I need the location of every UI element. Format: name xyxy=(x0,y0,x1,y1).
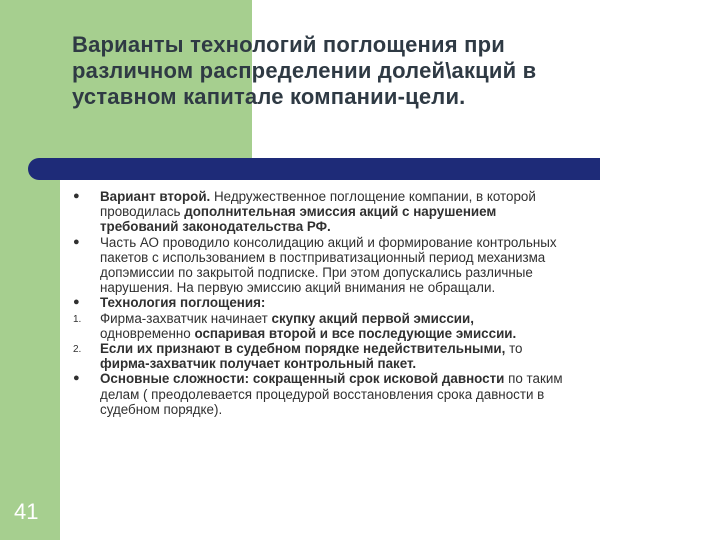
list-item-line xyxy=(100,235,660,250)
bullet-icon: ● xyxy=(73,235,80,248)
text: пакетов с использованием в постприватизационный период механизма xyxy=(100,249,546,265)
list-item-line xyxy=(100,280,660,295)
bold-text: дополнительная эмиссия акций с нарушением xyxy=(184,204,497,220)
list-item xyxy=(60,235,660,296)
list-item-line xyxy=(100,189,660,204)
slide-number: 41 xyxy=(14,499,39,524)
bold-text: фирма-захватчик получает контрольный пакет. xyxy=(100,356,417,372)
text: Фирма-захватчик начинает xyxy=(100,310,272,326)
slide-title-line: различном распределении долей\акций в xyxy=(72,58,537,83)
list-item-line xyxy=(100,341,660,356)
bullet-icon: ● xyxy=(73,190,80,202)
list-item-line xyxy=(100,402,660,417)
list-number: 1. xyxy=(73,313,82,325)
bold-text: Если их признают в судебном порядке недействительными, xyxy=(100,341,506,357)
list-item xyxy=(60,371,660,417)
text: то xyxy=(505,341,523,357)
list-item xyxy=(60,311,660,341)
bold-text: скупку акций первой эмиссии, xyxy=(271,310,474,326)
text: судебном порядке). xyxy=(100,401,223,417)
bullet-icon: ● xyxy=(73,296,80,309)
list-item-line xyxy=(100,204,660,219)
text: Недружественное поглощение компании, в которой xyxy=(210,189,536,204)
list-item-line xyxy=(100,219,660,234)
text: по таким xyxy=(504,371,563,387)
text: одновременно xyxy=(100,325,195,341)
bold-text: Вариант второй. xyxy=(100,189,211,204)
text: нарушения. На первую эмиссию акций внимания не обращали. xyxy=(100,280,496,296)
list-item-line xyxy=(100,387,660,402)
list-item-line xyxy=(100,326,660,341)
list-item xyxy=(60,295,660,310)
text: допэмиссии по закрытой подписке. При этом допускались различные xyxy=(100,265,533,281)
bold-text: требований законодательства РФ. xyxy=(100,219,331,235)
list-item-line xyxy=(100,250,660,265)
slide-title-line: уставном капитале компании-цели. xyxy=(72,84,466,109)
list-item xyxy=(60,341,660,371)
list-item-line xyxy=(100,356,660,371)
title-divider-bar xyxy=(28,158,600,180)
slide-content-list xyxy=(60,189,660,417)
slide-title xyxy=(72,32,672,110)
list-item xyxy=(60,189,660,235)
text: Часть АО проводило консолидацию акций и формирование контрольных xyxy=(100,234,557,250)
list-item-line xyxy=(100,295,660,310)
list-item-line xyxy=(100,265,660,280)
bold-text: Технология поглощения: xyxy=(100,295,266,311)
bold-text: оспаривая второй и все последующие эмиссии. xyxy=(194,325,517,341)
list-number: 2. xyxy=(73,344,82,356)
left-accent-bar xyxy=(0,0,60,540)
bullet-icon: ● xyxy=(73,372,80,385)
list-item-line xyxy=(100,371,660,386)
list-item-line xyxy=(100,311,660,326)
slide-title-line: Варианты технологий поглощения при xyxy=(72,32,505,57)
text: делам ( преодолевается процедурой восстановления срока давности в xyxy=(100,386,545,402)
bold-text: Основные сложности: сокращенный срок исковой давности xyxy=(100,371,505,387)
text: проводилась xyxy=(100,204,185,220)
